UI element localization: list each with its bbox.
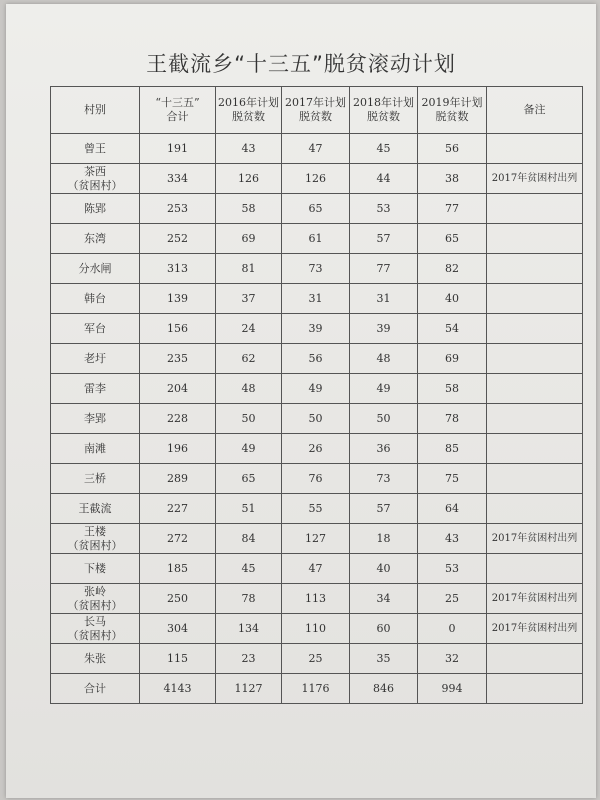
village-name: （贫困村） — [67, 628, 123, 642]
column-header-village — [51, 87, 140, 134]
village-cell — [51, 494, 140, 524]
note-cell — [487, 554, 583, 584]
note-cell — [487, 284, 583, 314]
y2016-cell: 84 — [216, 524, 282, 554]
y2018-cell: 45 — [350, 134, 418, 164]
note-cell: 2017年贫困村出列 — [487, 584, 583, 614]
village-name: 茶西 — [84, 164, 106, 178]
y2018-cell: 18 — [350, 524, 418, 554]
note-cell — [487, 494, 583, 524]
total-cell: 156 — [140, 314, 216, 344]
village-cell — [51, 554, 140, 584]
note-cell: 2017年贫困村出列 — [487, 614, 583, 644]
column-header-line: 脱贫数 — [232, 110, 265, 123]
y2016-cell: 62 — [216, 344, 282, 374]
header-row — [51, 87, 583, 134]
y2017-cell: 31 — [282, 284, 350, 314]
y2019-cell: 32 — [418, 644, 487, 674]
note-cell — [487, 194, 583, 224]
village-cell — [51, 464, 140, 494]
y2016-cell: 1127 — [216, 674, 282, 704]
village-name: （贫困村） — [67, 538, 123, 552]
y2018-cell: 73 — [350, 464, 418, 494]
note-cell — [487, 224, 583, 254]
note-cell: 2017年贫困村出列 — [487, 164, 583, 194]
y2018-cell: 35 — [350, 644, 418, 674]
table-row — [51, 344, 583, 374]
village-cell — [51, 344, 140, 374]
village-cell — [51, 434, 140, 464]
y2018-cell: 57 — [350, 224, 418, 254]
village-name: 下楼 — [84, 561, 106, 575]
y2018-cell: 40 — [350, 554, 418, 584]
column-header-line: 2018年计划 — [353, 96, 414, 109]
y2019-cell: 43 — [418, 524, 487, 554]
note-cell — [487, 254, 583, 284]
total-cell: 253 — [140, 194, 216, 224]
y2019-cell: 54 — [418, 314, 487, 344]
y2018-cell: 57 — [350, 494, 418, 524]
y2016-cell: 134 — [216, 614, 282, 644]
village-name: （贫困村） — [67, 178, 123, 192]
y2017-cell: 126 — [282, 164, 350, 194]
table-row — [51, 194, 583, 224]
y2017-cell: 47 — [282, 554, 350, 584]
document-page — [6, 4, 596, 798]
note-cell — [487, 464, 583, 494]
y2017-cell: 56 — [282, 344, 350, 374]
y2016-cell: 50 — [216, 404, 282, 434]
y2017-cell: 113 — [282, 584, 350, 614]
y2018-cell: 44 — [350, 164, 418, 194]
total-cell: 250 — [140, 584, 216, 614]
village-cell — [51, 314, 140, 344]
village-cell — [51, 404, 140, 434]
y2017-cell: 47 — [282, 134, 350, 164]
note-cell — [487, 404, 583, 434]
village-cell — [51, 614, 140, 644]
table-row — [51, 584, 583, 614]
column-header-total — [140, 87, 216, 134]
column-header-line: 脱贫数 — [367, 110, 400, 123]
y2016-cell: 45 — [216, 554, 282, 584]
y2016-cell: 37 — [216, 284, 282, 314]
y2017-cell: 127 — [282, 524, 350, 554]
y2016-cell: 24 — [216, 314, 282, 344]
column-header-line: 脱贫数 — [435, 110, 469, 123]
village-name: 曾王 — [84, 141, 106, 155]
table-body — [51, 134, 583, 704]
y2019-cell: 53 — [418, 554, 487, 584]
note-cell — [487, 134, 583, 164]
column-header-line: 脱贫数 — [299, 110, 332, 123]
y2017-cell: 76 — [282, 464, 350, 494]
village-name: 合计 — [84, 681, 106, 695]
village-cell — [51, 644, 140, 674]
y2017-cell: 49 — [282, 374, 350, 404]
y2016-cell: 69 — [216, 224, 282, 254]
note-cell — [487, 674, 583, 704]
y2019-cell: 994 — [418, 674, 487, 704]
y2017-cell: 73 — [282, 254, 350, 284]
y2016-cell: 49 — [216, 434, 282, 464]
table-row — [51, 164, 583, 194]
column-header-y2016 — [216, 87, 282, 134]
y2016-cell: 81 — [216, 254, 282, 284]
village-cell — [51, 674, 140, 704]
table-row — [51, 254, 583, 284]
y2019-cell: 38 — [418, 164, 487, 194]
y2018-cell: 60 — [350, 614, 418, 644]
table-row — [51, 284, 583, 314]
y2016-cell: 51 — [216, 494, 282, 524]
column-header-note — [487, 87, 583, 134]
y2017-cell: 26 — [282, 434, 350, 464]
y2019-cell: 77 — [418, 194, 487, 224]
y2019-cell: 69 — [418, 344, 487, 374]
y2019-cell: 75 — [418, 464, 487, 494]
note-cell — [487, 434, 583, 464]
note-cell: 2017年贫困村出列 — [487, 524, 583, 554]
y2017-cell: 110 — [282, 614, 350, 644]
y2018-cell: 36 — [350, 434, 418, 464]
total-cell: 235 — [140, 344, 216, 374]
village-name: 三桥 — [84, 471, 106, 485]
y2017-cell: 61 — [282, 224, 350, 254]
y2018-cell: 50 — [350, 404, 418, 434]
village-name: 长马 — [84, 614, 106, 628]
table-row — [51, 404, 583, 434]
y2016-cell: 43 — [216, 134, 282, 164]
note-cell — [487, 344, 583, 374]
table-row — [51, 134, 583, 164]
table-row — [51, 674, 583, 704]
total-cell: 252 — [140, 224, 216, 254]
column-header-y2018 — [350, 87, 418, 134]
total-cell: 204 — [140, 374, 216, 404]
total-cell: 227 — [140, 494, 216, 524]
y2018-cell: 31 — [350, 284, 418, 314]
table-row — [51, 644, 583, 674]
y2018-cell: 34 — [350, 584, 418, 614]
table-row — [51, 614, 583, 644]
y2016-cell: 65 — [216, 464, 282, 494]
poverty-plan-table — [50, 86, 583, 704]
total-cell: 139 — [140, 284, 216, 314]
y2018-cell: 39 — [350, 314, 418, 344]
y2018-cell: 49 — [350, 374, 418, 404]
column-header-line: 村别 — [84, 103, 106, 116]
y2016-cell: 126 — [216, 164, 282, 194]
village-cell — [51, 224, 140, 254]
village-cell — [51, 194, 140, 224]
y2019-cell: 85 — [418, 434, 487, 464]
y2019-cell: 40 — [418, 284, 487, 314]
total-cell: 272 — [140, 524, 216, 554]
total-cell: 313 — [140, 254, 216, 284]
village-name: （贫困村） — [67, 598, 123, 612]
y2019-cell: 25 — [418, 584, 487, 614]
y2017-cell: 1176 — [282, 674, 350, 704]
village-cell — [51, 254, 140, 284]
column-header-line: 备注 — [523, 103, 546, 116]
column-header-line: 2016年计划 — [218, 96, 279, 109]
column-header-line: 2017年计划 — [285, 96, 346, 109]
village-cell — [51, 584, 140, 614]
y2019-cell: 65 — [418, 224, 487, 254]
village-name: 朱张 — [84, 651, 106, 665]
village-name: 韩台 — [84, 291, 106, 305]
table-row — [51, 224, 583, 254]
village-name: 陈郢 — [84, 201, 106, 215]
village-cell — [51, 134, 140, 164]
note-cell — [487, 374, 583, 404]
y2016-cell: 48 — [216, 374, 282, 404]
total-cell: 196 — [140, 434, 216, 464]
village-cell — [51, 164, 140, 194]
village-name: 李郢 — [84, 411, 106, 425]
village-name: 东湾 — [84, 231, 106, 245]
village-cell — [51, 524, 140, 554]
column-header-line: “十三五” — [155, 96, 200, 109]
village-name: 王楼 — [84, 524, 106, 538]
y2016-cell: 78 — [216, 584, 282, 614]
y2017-cell: 65 — [282, 194, 350, 224]
total-cell: 289 — [140, 464, 216, 494]
column-header-y2019 — [418, 87, 487, 134]
y2017-cell: 39 — [282, 314, 350, 344]
village-name: 张岭 — [84, 584, 106, 598]
table-row — [51, 464, 583, 494]
total-cell: 228 — [140, 404, 216, 434]
y2016-cell: 58 — [216, 194, 282, 224]
village-cell — [51, 284, 140, 314]
column-header-y2017 — [282, 87, 350, 134]
y2016-cell: 23 — [216, 644, 282, 674]
y2018-cell: 53 — [350, 194, 418, 224]
total-cell: 115 — [140, 644, 216, 674]
y2019-cell: 82 — [418, 254, 487, 284]
village-name: 分水闸 — [78, 261, 112, 275]
total-cell: 4143 — [140, 674, 216, 704]
village-name: 王截流 — [78, 501, 112, 515]
table-row — [51, 434, 583, 464]
page-title: 王截流乡“十三五”脱贫滚动计划 — [146, 52, 456, 76]
y2017-cell: 50 — [282, 404, 350, 434]
table-row — [51, 554, 583, 584]
y2019-cell: 56 — [418, 134, 487, 164]
y2019-cell: 64 — [418, 494, 487, 524]
y2018-cell: 48 — [350, 344, 418, 374]
table-row — [51, 314, 583, 344]
y2017-cell: 25 — [282, 644, 350, 674]
y2018-cell: 846 — [350, 674, 418, 704]
column-header-line: 合计 — [166, 110, 189, 123]
y2017-cell: 55 — [282, 494, 350, 524]
total-cell: 304 — [140, 614, 216, 644]
total-cell: 191 — [140, 134, 216, 164]
total-cell: 185 — [140, 554, 216, 584]
table-row — [51, 494, 583, 524]
village-name: 南滩 — [84, 441, 106, 455]
y2019-cell: 58 — [418, 374, 487, 404]
village-name: 老圩 — [84, 351, 106, 365]
note-cell — [487, 644, 583, 674]
village-name: 雷李 — [84, 381, 106, 395]
total-cell: 334 — [140, 164, 216, 194]
village-name: 军台 — [84, 321, 106, 335]
y2019-cell: 78 — [418, 404, 487, 434]
village-cell — [51, 374, 140, 404]
y2018-cell: 77 — [350, 254, 418, 284]
table-row — [51, 374, 583, 404]
y2019-cell: 0 — [418, 614, 487, 644]
column-header-line: 2019年计划 — [421, 96, 483, 109]
note-cell — [487, 314, 583, 344]
table-row — [51, 524, 583, 554]
